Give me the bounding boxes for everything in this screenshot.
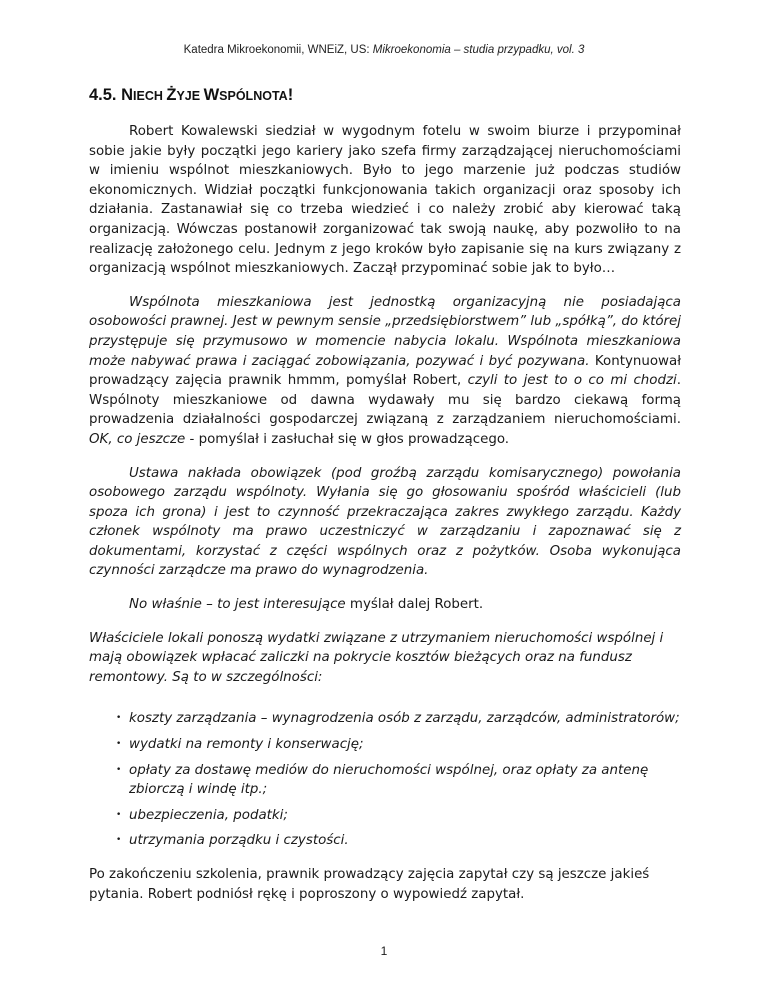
definition-italic: Wspólnota mieszkaniowa jest jednostką organizacyjną nie posiadająca osobowości prawnej. Jest w pewnym sensie „przedsiębiorstwem” lub „spółką”, do której przystępuje się przymusowo w momencie nabycia lokalu. Wspólnota mieszkaniowa może nabywać prawa i zaciągać zobowiązania, pozywać i być pozywana. bbox=[89, 294, 681, 369]
thought-italic-2: OK, co jeszcze bbox=[89, 431, 186, 447]
title-number: 4.5. bbox=[89, 86, 122, 104]
list-item bbox=[89, 709, 681, 729]
bullet-icon: • bbox=[116, 835, 122, 846]
paragraph-expenses bbox=[89, 629, 681, 688]
list-item-text: koszty zarządzania – wynagrodzenia osób z zarządu, zarządców, administratorów; bbox=[129, 711, 680, 727]
thought-italic-3: No właśnie – to jest interesujące bbox=[129, 597, 346, 613]
title-smallcaps: IECH bbox=[133, 89, 167, 103]
definition-text-3: - pomyślał i zasłuchał się w głos prowadzącego. bbox=[185, 431, 510, 447]
running-header bbox=[0, 44, 768, 56]
title-cap: Ż bbox=[166, 86, 177, 104]
list-item-text: opłaty za dostawę mediów do nieruchomości wspólnej, oraz opłaty za antenę zbiorczą i windę itp.; bbox=[129, 762, 649, 798]
expenses-italic: Właściciele lokali ponoszą wydatki związane z utrzymaniem nieruchomości wspólnej i mają obowiązek wpłacać zaliczki na pokrycie kosztów bieżących oraz na fundusz remontowy. Są to w szczególności: bbox=[89, 630, 664, 685]
page-number: 1 bbox=[380, 944, 388, 958]
paragraph-intro: Robert Kowalewski siedział w wygodnym fotelu w swoim biurze i przypominał sobie jakie były początki jego kariery jako szefa firmy zarządzającej nieruchomościami w imieniu wspólnot mieszkaniowych. Było to jego marzenie już podczas studiów ekonomicznych. Widział początki funkcjonowania takich organizacji oraz sposoby ich działania. Zastanawiał się co trzeba wiedzieć i co należy zrobić aby kierować taką organizacją. Wówczas postanowił zorganizować tak swoją naukę, aby pozwoliło to na realizację założonego celu. Jednym z jego kroków było zapisanie się na kurs związany z organizacją wspólnot mieszkaniowych. Zaczął przypominać sobie jak to było… bbox=[89, 124, 681, 277]
paragraph-law bbox=[89, 464, 681, 582]
bullet-icon: • bbox=[116, 764, 122, 775]
title-smallcaps: YJE bbox=[176, 89, 204, 103]
paragraph-thought bbox=[89, 595, 681, 615]
title-cap: N bbox=[121, 86, 134, 104]
expenses-list bbox=[89, 709, 681, 851]
paragraph-definition bbox=[89, 293, 681, 450]
title-cap: W bbox=[203, 86, 220, 104]
thought-text: myślał dalej Robert. bbox=[345, 597, 484, 613]
definition-text: Kontynuował prowadzący zajęcia prawnik hmmm, pomyślał Robert, bbox=[89, 353, 682, 389]
document-body bbox=[89, 122, 681, 904]
list-item-text: wydatki na remonty i konserwację; bbox=[129, 737, 364, 753]
paragraph-closing: Po zakończeniu szkolenia, prawnik prowadzący zajęcia zapytał czy są jeszcze jakieś pytania. Robert podniósł rękę i poproszony o wypowiedź zapytał. bbox=[89, 867, 650, 902]
list-item bbox=[89, 831, 681, 851]
header-text: Katedra Mikroekonomii, WNEiZ, US: bbox=[183, 44, 373, 56]
list-item bbox=[89, 761, 681, 800]
header-italic: Mikroekonomia – studia przypadku, vol. 3 bbox=[372, 44, 585, 56]
title-smallcaps: SPÓLNOTA bbox=[219, 89, 288, 103]
thought-italic: czyli to jest to o co mi chodzi bbox=[467, 373, 677, 389]
list-item bbox=[89, 735, 681, 755]
bullet-icon: • bbox=[116, 809, 122, 820]
bullet-icon: • bbox=[116, 713, 122, 724]
list-item-text: utrzymania porządku i czystości. bbox=[129, 833, 349, 849]
bullet-icon: • bbox=[116, 739, 122, 750]
definition-text-2: . Wspólnoty mieszkaniowe od dawna wydawały mu się bardzo ciekawą formą prowadzenia działalności gospodarczej związaną z zarządzaniem nieruchomościami. bbox=[89, 373, 681, 428]
list-item-text: ubezpieczenia, podatki; bbox=[129, 807, 288, 823]
title-exclamation: ! bbox=[287, 86, 294, 104]
list-item bbox=[89, 806, 681, 826]
section-title bbox=[89, 86, 293, 105]
law-italic: Ustawa nakłada obowiązek (pod groźbą zarządu komisarycznego) powołania osobowego zarządu wspólnoty. Wyłania się go głosowaniu spośród właścicieli (lub spoza ich grona) i jest to czynność przekraczająca zakres zwykłego zarządu. Każdy członek wspólnoty ma prawo uczestniczyć w zarządzaniu i zapoznawać się z dokumentami, korzystać z części wspólnych oraz z pożytków. Osoba wykonująca czynności zarządcze ma prawo do wynagrodzenia. bbox=[89, 465, 681, 579]
